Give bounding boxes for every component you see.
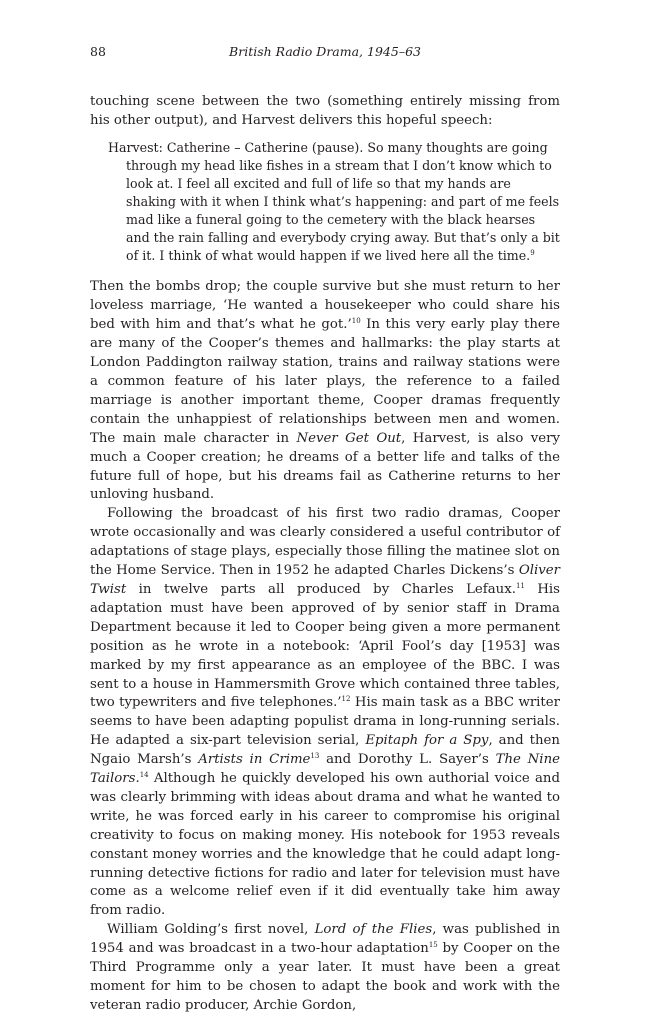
footnote-ref-15[interactable]: 15 (428, 941, 438, 950)
footnote-ref-13[interactable]: 13 (310, 752, 320, 761)
paragraph-4: William Golding’s first novel, Lord of the Flies, was published in 1954 and was broadcast in a two-hour adaptation$^{15}$ by Cooper on the Third Programme only a year later. It must have been a great moment for him to be chosen to adapt the book and work with the veteran radio producer, Archie Gordon, (90, 922, 561, 1013)
quote-text: Harvest: Catherine – Catherine (pause). So many thoughts are going through my head like fishes in a stream that I don’t know which to look at. I feel all excited and full of life so that my hands are shaking with it when I think what’s happening: and part of me feels mad like a funeral going to the cemetery with the black hearses and the rain falling and everybody crying away. But that’s only a bit of it. I think of what would happen if we lived here all the time.$^9$ (108, 139, 560, 264)
title-never-get-out: Never Get Out (296, 430, 402, 446)
book-page (90, 42, 560, 1016)
title-epitaph-for-a-spy: Epitaph for a Spy (365, 733, 489, 749)
title-artists-in-crime: Artists in Crime (198, 752, 311, 768)
paragraph-2: Then the bombs drop; the couple survive but she must return to her loveless marriage, ‘He wanted a housekeeper who could share his bed with him and that’s what he got.’$^{10}$ In this very early play there are many of the Cooper’s themes and hallmarks: the play starts at London Paddington railway station, trains and railway stations were a common feature of his later plays, the reference to a failed marriage is another important theme, Cooper dramas frequently contain the unhappiest of relationships between men and women. The main male character in Never Get Out, Harvest, is also very much a Cooper creation; he dreams of a better life and talks of the future full of hope, but his dreams fail as Catherine returns to her unloving husband. (90, 279, 561, 503)
page-number: 88 (90, 44, 106, 59)
title-the-nine-tailors: The Nine Tailors. (90, 752, 560, 787)
footnote-ref-14[interactable]: 14 (139, 771, 149, 780)
paragraph-3: Following the broadcast of his first two radio dramas, Cooper wrote occasionally and was clearly considered a useful contributor of adaptations of stage plays, especially those filling the matinee slot on the Home Service. Then in 1952 he adapted Charles Dickens’s Oliver Twist in twelve parts all produced by Charles Lefaux.$^{11}$ His adaptation must have been approved of by senior staff in Drama Department because it led to Cooper being given a more permanent position as he wrote in a notebook: ‘April Fool’s day [1953] was marked by my first appearance as an employee of the BBC. I was sent to a house in Hammersmith Grove which contained three tables, two typewriters and five telephones.’$^{12}$ His main task as a BBC writer seems to have been adapting populist drama in long-running serials. He adapted a six-part television serial, Epitaph for a Spy, and then Ngaio Marsh’s Artists in Crime$^{13}$ and Dorothy L. Sayer’s The Nine Tailors.$^{14}$ Although he quickly developed his own authorial voice and was clearly brimming with ideas about drama and what he wanted to write, he was forced early in his career to compromise his original creativity to focus on making money. His notebook for 1953 reveals constant money worries and the knowledge that he could adapt long-running detective fictions for radio and later for television must have come as a welcome relief even if it did eventually take him away from radio. (90, 506, 561, 919)
running-title: British Radio Drama, 1945–63 (229, 44, 421, 59)
title-lord-of-the-flies: Lord of the Flies (314, 922, 433, 938)
title-oliver-twist: Oliver Twist (90, 563, 560, 597)
footnote-ref-12[interactable]: 12 (341, 695, 351, 704)
body-text (90, 93, 560, 1016)
block-quote (108, 139, 560, 266)
footnote-ref-10[interactable]: 10 (351, 317, 361, 326)
paragraph-1: touching scene between the two (something entirely missing from his other output), and Harvest delivers this hopeful speech: (90, 94, 560, 128)
footnote-ref-11[interactable]: 11 (515, 581, 525, 590)
running-head (90, 42, 560, 62)
footnote-ref-9[interactable]: 9 (530, 249, 535, 258)
